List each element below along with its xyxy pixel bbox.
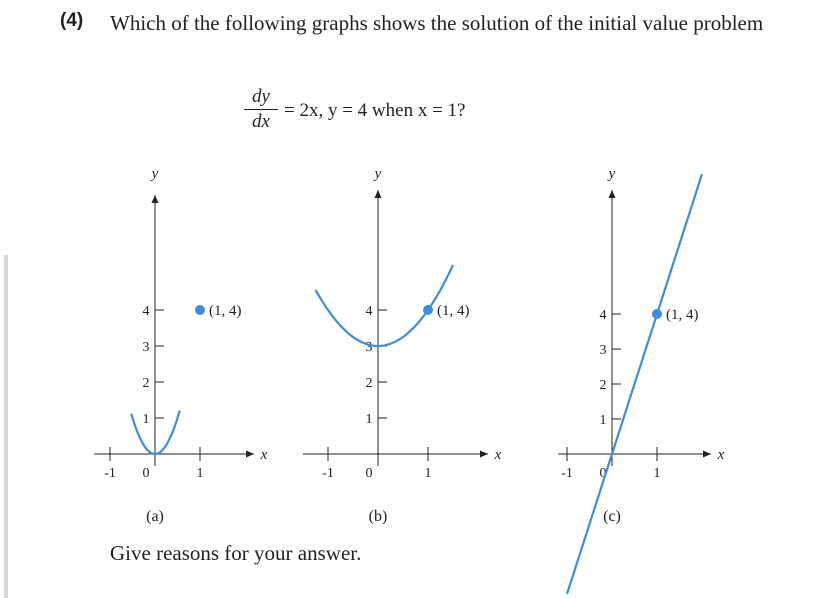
x-axis-arrow-icon: [703, 451, 711, 458]
y-tick-label: 3: [599, 343, 607, 358]
question-text: Which of the following graphs shows the solution of the initial value problem: [110, 11, 764, 35]
solution-curve: [316, 265, 454, 346]
x-tick-label: 1: [653, 466, 661, 481]
y-tick-label: 3: [142, 340, 150, 355]
initial-point-marker: [423, 305, 433, 315]
x-tick-label: -1: [322, 466, 334, 481]
x-axis-arrow-icon: [246, 451, 254, 458]
graph-a: [94, 166, 267, 525]
y-axis-arrow-icon: [152, 195, 159, 203]
y-tick-label: 2: [365, 376, 373, 391]
y-tick-label: 2: [142, 376, 150, 391]
x-axis-label: x: [494, 447, 502, 463]
x-axis-label: x: [717, 447, 725, 463]
y-axis-arrow-icon: [375, 190, 382, 198]
initial-point-label: (1, 4): [437, 303, 470, 319]
y-tick-label: 4: [365, 304, 373, 319]
x-tick-label: 0: [365, 466, 373, 481]
fraction-denominator: dx: [252, 111, 270, 132]
x-axis-label: x: [260, 447, 268, 463]
initial-point-label: (1, 4): [209, 303, 242, 319]
x-tick-label: -1: [104, 466, 116, 481]
x-axis-arrow-icon: [480, 451, 488, 458]
y-tick-label: 2: [599, 378, 607, 393]
graph-caption: (a): [146, 508, 164, 525]
y-tick-label: 1: [599, 413, 607, 428]
y-tick-label: 1: [142, 412, 150, 427]
y-tick-label: 4: [599, 308, 607, 323]
initial-point-marker: [652, 309, 662, 319]
graph-b: [303, 166, 502, 525]
graph-caption: (c): [603, 508, 621, 525]
y-tick-label: 1: [365, 412, 373, 427]
equation-rhs: = 2x, y = 4 when x = 1?: [284, 100, 466, 121]
x-tick-label: -1: [561, 466, 573, 481]
question-number: (4): [60, 10, 84, 31]
solution-curve: [567, 174, 702, 594]
fraction-numerator: dy: [252, 86, 270, 107]
x-tick-label: 0: [599, 466, 607, 481]
x-tick-label: 1: [424, 466, 432, 481]
y-axis-arrow-icon: [609, 190, 616, 198]
initial-point-label: (1, 4): [666, 307, 699, 323]
y-tick-label: 4: [142, 304, 150, 319]
x-tick-label: 1: [196, 466, 204, 481]
initial-point-marker: [195, 305, 205, 315]
graph-c: [558, 166, 725, 594]
y-axis-label: y: [151, 166, 159, 182]
graph-caption: (b): [368, 508, 388, 525]
x-tick-label: 0: [142, 466, 150, 481]
y-axis-label: y: [374, 166, 382, 182]
answer-prompt: Give reasons for your answer.: [110, 541, 362, 565]
y-axis-label: y: [608, 166, 616, 182]
y-tick-label: 3: [365, 340, 373, 355]
